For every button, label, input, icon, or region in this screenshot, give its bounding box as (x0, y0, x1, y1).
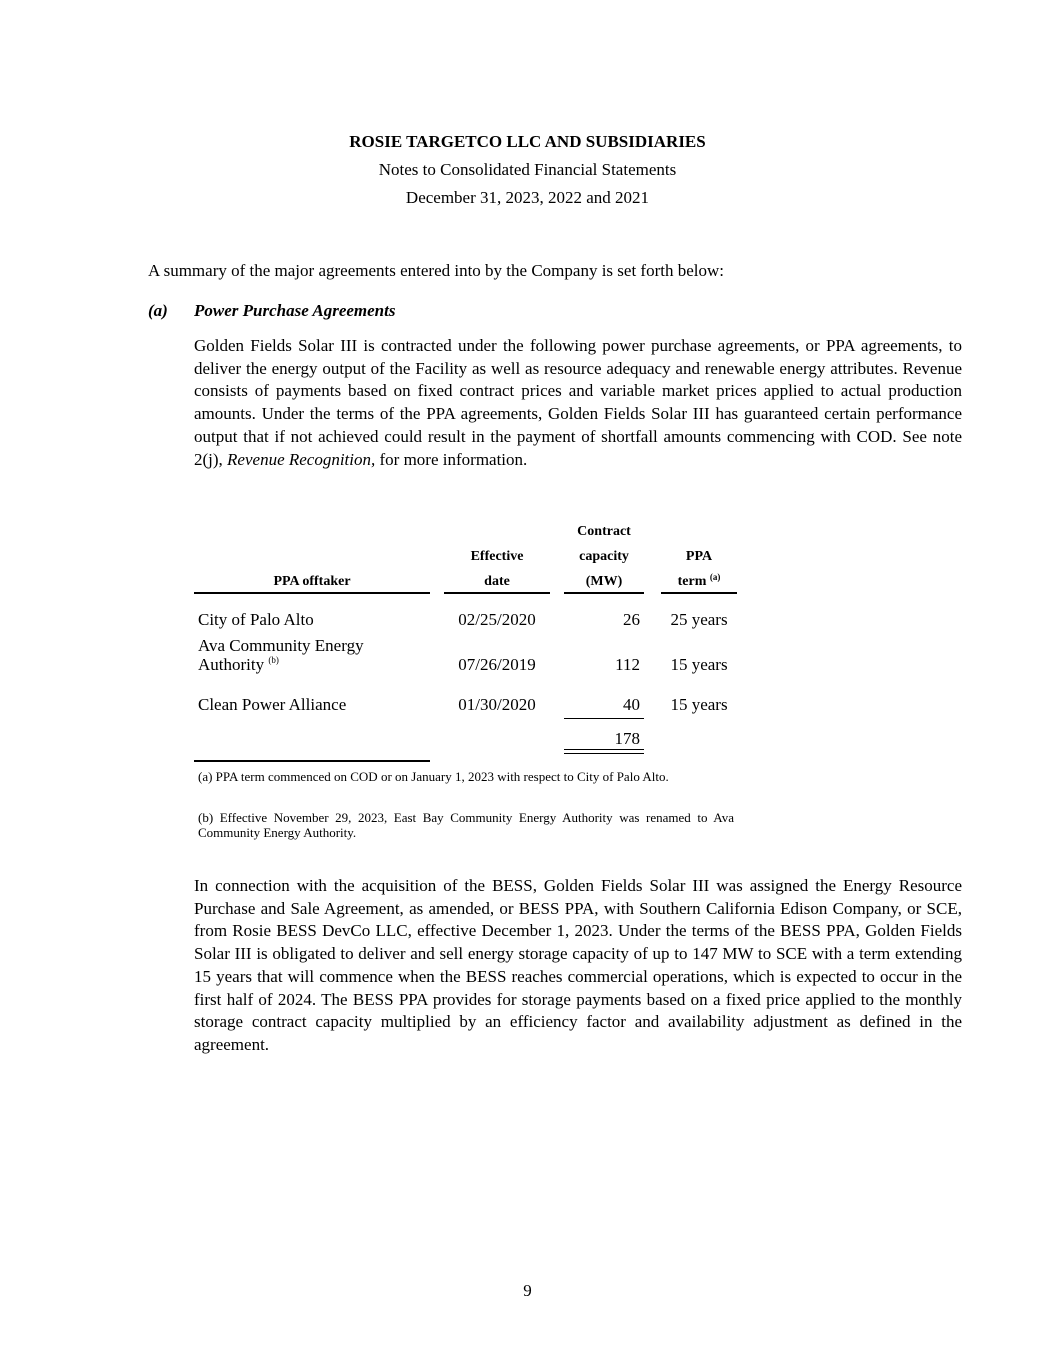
col-header-term-line1: PPA (685, 549, 713, 564)
col-header-capacity-line2: capacity (579, 549, 629, 564)
col-header-offtaker: PPA offtaker (273, 574, 351, 589)
footnote-a: (a) PPA term commenced on COD or on January 1, 2023 with respect to City of Palo Alto. (198, 769, 669, 784)
total-double-rule-bottom (564, 753, 644, 754)
document-date: December 31, 2023, 2022 and 2021 (405, 188, 650, 207)
row1-offtaker: City of Palo Alto (198, 610, 314, 629)
ppa-paragraph-text: Golden Fields Solar III is contracted under the following power purchase agreements, or PPA agreements, to deliver the energy output of the Facility as well as resource adequacy and renewable energy attributes. Revenue consists of payments based on fixed contract prices and variable market prices applied to actual production amounts. Under the terms of the PPA agreements, Golden Fields Solar III has guaranteed certain performance output that if not achieved could result in the payment of shortfall amounts commencing with COD. See note 2(j), (194, 336, 962, 469)
company-name: ROSIE TARGETCO LLC AND SUBSIDIARIES (349, 132, 706, 151)
row1-date: 02/25/2020 (458, 610, 536, 629)
ppa-paragraph-end: for more information. (375, 449, 528, 469)
row3-date: 01/30/2020 (458, 695, 536, 714)
row3-term: 15 years (670, 695, 728, 714)
total-rule (564, 718, 644, 719)
row3-capacity: 40 (623, 695, 640, 714)
section-label: (a) (148, 301, 168, 320)
bess-ppa-paragraph: In connection with the acquisition of the BESS, Golden Fields Solar III was assigned the Energy Resource Purchase and Sale Agreement, as amended, or BESS PPA, with Southern California Edison Company, or SCE, from Rosie BESS DevCo LLC, effective December 1, 2023. Under the terms of the BESS PPA, Golden Fields Solar III is obligated to deliver and sell energy storage capacity of up to 147 MW to SCE with a term extending 15 years that will commence when the BESS reaches commercial operations, which is expected to occur in the first half of 2024. The BESS PPA provides for storage payments based on a fixed price applied to the monthly storage contract capacity multiplied by an efficiency factor and availability adjustment as defined in the agreement. (194, 876, 962, 1054)
row1-term: 25 years (670, 610, 728, 629)
footnote-divider (194, 760, 430, 762)
row2-offtaker (198, 636, 438, 674)
row2-offtaker-line1: Ava Community Energy (198, 636, 364, 655)
row1-capacity: 26 (623, 610, 640, 629)
header-underline-capacity (564, 592, 644, 594)
header-underline-effective (444, 592, 550, 594)
total-capacity: 178 (614, 729, 640, 748)
col-header-capacity-line1: Contract (577, 524, 631, 539)
offtaker-footnote-marker: (b) (268, 655, 279, 665)
col-header-capacity-line3: (MW) (585, 574, 623, 589)
col-header-effective-line2: date (484, 574, 510, 589)
footnote-b: (b) Effective November 29, 2023, East Bay Community Energy Authority was renamed to Ava Community Energy Authority. (198, 810, 734, 840)
total-double-rule-top (564, 749, 644, 750)
section-title: Power Purchase Agreements (194, 301, 396, 320)
header-underline-offtaker (194, 592, 430, 594)
revenue-recognition-reference: Revenue Recognition, (227, 449, 376, 469)
ppa-description-paragraph (194, 335, 962, 471)
header-underline-term (661, 592, 737, 594)
row2-date: 07/26/2019 (458, 655, 536, 674)
page-number: 9 (523, 1281, 532, 1300)
row2-term: 15 years (670, 655, 728, 674)
term-footnote-marker: (a) (709, 572, 721, 582)
row2-capacity: 112 (615, 655, 640, 674)
col-header-term-text: term (677, 574, 707, 589)
row3-offtaker: Clean Power Alliance (198, 695, 347, 714)
document-subtitle: Notes to Consolidated Financial Statements (378, 160, 677, 179)
col-header-term-line2 (661, 569, 737, 594)
row2-offtaker-line2: Authority (198, 655, 265, 674)
intro-text: A summary of the major agreements entered into by the Company is set forth below: (148, 261, 724, 280)
col-header-effective-line1: Effective (470, 549, 524, 564)
